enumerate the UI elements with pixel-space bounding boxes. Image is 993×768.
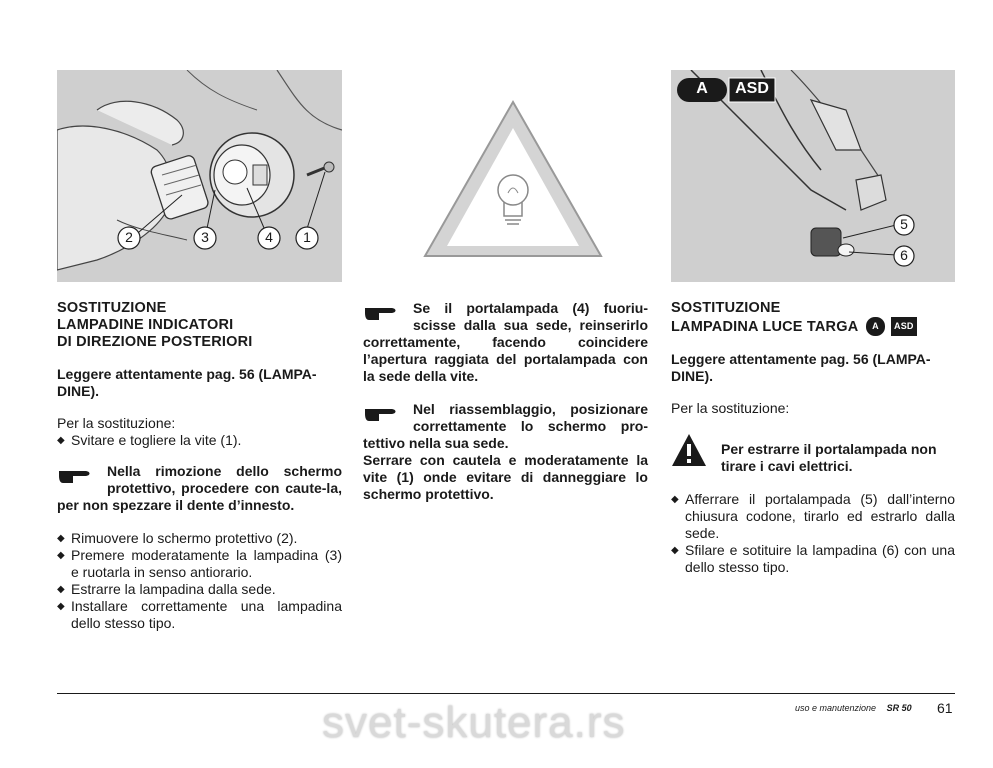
list-item: ◆ Estrarre la lampadina dalla sede. xyxy=(57,581,342,598)
footer-rule xyxy=(57,693,955,694)
list-item: ◆ Sfilare e sotituire la lampadina (6) con una dello stesso tipo. xyxy=(671,542,955,576)
pointing-hand-icon xyxy=(363,401,407,423)
figure-rear-indicator xyxy=(57,70,342,282)
badge-asd-large: ASD xyxy=(735,80,769,97)
page-number: 61 xyxy=(937,700,953,716)
section-heading-indicators xyxy=(57,300,342,351)
read-first-note: Leggere attentamente pag. 56 (LAMPA-DINE). xyxy=(671,351,931,384)
license-lamp-illustration xyxy=(671,70,955,282)
intro-text: Per la sostituzione: xyxy=(57,415,176,431)
heading-line: LAMPADINE INDICATORI xyxy=(57,317,234,333)
manual-title: uso e manutenzione xyxy=(795,703,877,713)
note-text: Nel riassemblaggio, posizionare correttamente lo schermo pro-tettivo nella sua sede. xyxy=(363,401,648,451)
pointing-hand-icon xyxy=(57,463,101,485)
left-column xyxy=(57,300,342,632)
middle-column xyxy=(363,300,648,503)
bulb-triangle-icon xyxy=(421,98,605,260)
badge-asd: ASD xyxy=(891,317,917,336)
callout-6: 6 xyxy=(900,247,908,263)
warning-triangle-icon xyxy=(671,433,707,467)
heading-line: DI DIREZIONE POSTERIORI xyxy=(57,334,253,350)
model-name: SR 50 xyxy=(886,703,912,713)
steps-list xyxy=(671,491,955,576)
warning-note xyxy=(671,433,955,475)
hand-note xyxy=(57,463,342,514)
note-continuation: Serrare con cautela e moderatamente la vite (1) onde evitare di danneggiare lo schermo protettivo. xyxy=(363,452,648,502)
callout-5: 5 xyxy=(900,216,908,232)
heading-line: LAMPADINA LUCE TARGA xyxy=(671,319,858,335)
footer-caption xyxy=(795,703,912,713)
list-item: ◆ Installare correttamente una lampadina dello stesso tipo. xyxy=(57,598,342,632)
list-item: ◆ Premere moderatamente la lampadina (3) e ruotarla in senso antiorario. xyxy=(57,547,342,581)
note-text: Nella rimozione dello schermo protettivo, procedere con caute-la, per non spezzare il dente d’innesto. xyxy=(57,463,342,513)
watermark: svet-skutera.rs xyxy=(322,698,626,747)
callout-4: 4 xyxy=(265,229,273,245)
steps-list xyxy=(57,530,342,632)
list-item: ◆ Rimuovere lo schermo protettivo (2). xyxy=(57,530,342,547)
indicator-illustration xyxy=(57,70,342,282)
heading-line-with-badges xyxy=(671,317,955,336)
section-heading-license-lamp xyxy=(671,300,955,336)
intro-text: Per la sostituzione: xyxy=(671,400,790,416)
hand-note xyxy=(363,300,648,385)
badge-a: A xyxy=(866,317,885,336)
callout-2: 2 xyxy=(125,229,133,245)
heading-line: SOSTITUZIONE xyxy=(57,300,167,316)
list-item: ◆ Svitare e togliere la vite (1). xyxy=(57,432,342,449)
list-item: ◆ Afferrare il portalampada (5) dall’interno chiusura codone, tirarlo ed estrarlo dalla sede. xyxy=(671,491,955,542)
badge-a-large: A xyxy=(696,80,708,97)
callout-3: 3 xyxy=(201,229,209,245)
callout-1: 1 xyxy=(303,229,311,245)
pointing-hand-icon xyxy=(363,300,407,322)
heading-line: SOSTITUZIONE xyxy=(671,300,781,316)
bulb-warning-symbol xyxy=(421,98,605,260)
hand-note xyxy=(363,401,648,452)
warning-text: Per estrarre il portalampada non tirare i cavi elettrici. xyxy=(721,441,937,474)
right-column xyxy=(671,300,955,576)
figure-license-plate-lamp xyxy=(671,70,955,282)
read-first-note: Leggere attentamente pag. 56 (LAMPA-DINE). xyxy=(57,366,317,399)
note-text: Se il portalampada (4) fuoriu-scisse dalla sua sede, reinserirlo correttamente, facendo coincidere l’apertura raggiata del portalampada con la sede della vite. xyxy=(363,300,648,384)
